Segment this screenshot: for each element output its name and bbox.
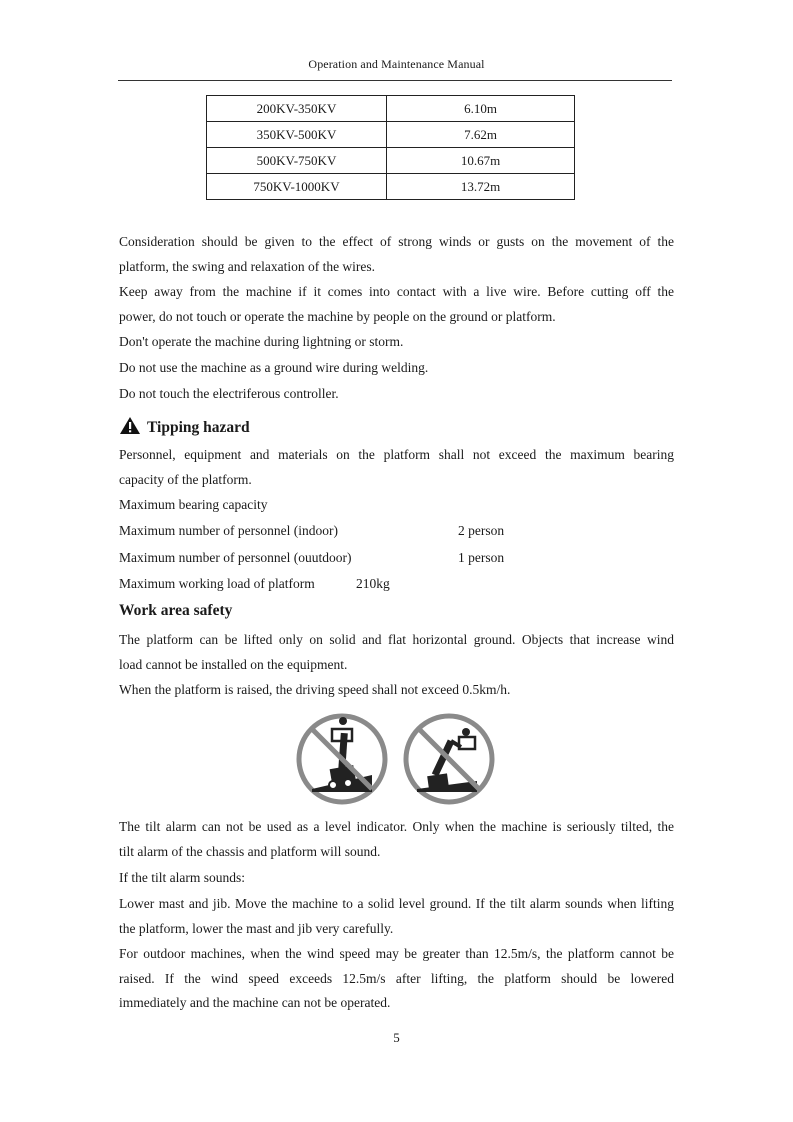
paragraph-line: Keep away from the machine if it comes into contact with a live wire. Before cutting off the	[119, 284, 674, 299]
distance-cell: 10.67m	[387, 148, 575, 174]
driving-speed-paragraph: When the platform is raised, the driving speed shall not exceed 0.5km/h.	[119, 682, 511, 697]
lightning-paragraph: Don't operate the machine during lightning or storm.	[119, 334, 404, 349]
heading-text: Tipping hazard	[147, 419, 250, 436]
paragraph-line: The tilt alarm can not be used as a level indicator. Only when the machine is seriously tilted, the	[119, 819, 674, 834]
table-row	[207, 148, 575, 174]
paragraph-line: Lower mast and jib. Move the machine to a solid level ground. If the tilt alarm sounds when lifting	[119, 896, 674, 911]
paragraph-line: Consideration should be given to the effect of strong winds or gusts on the movement of the	[119, 234, 674, 249]
paragraph-line: raised. If the wind speed exceeds 12.5m/s after lifting, the platform should be lowered	[119, 970, 674, 986]
paragraph-line: the platform, lower the mast and jib very carefully.	[119, 920, 394, 936]
wind-speed-paragraph	[119, 942, 674, 1016]
tipping-paragraph	[119, 443, 674, 492]
prohibition-figures	[296, 713, 498, 805]
working-load-label: Maximum working load of platform	[119, 576, 315, 591]
tilt-alarm-paragraph	[119, 815, 674, 864]
welding-paragraph: Do not use the machine as a ground wire during welding.	[119, 360, 429, 375]
table-row	[207, 96, 575, 122]
working-load-value: 210kg	[356, 576, 390, 591]
live-wire-paragraph	[119, 280, 674, 329]
voltage-cell: 200KV-350KV	[207, 96, 387, 122]
distance-cell: 13.72m	[387, 174, 575, 200]
paragraph-line: Personnel, equipment and materials on the platform shall not exceed the maximum bearing	[119, 447, 674, 462]
distance-cell: 7.62m	[387, 122, 575, 148]
paragraph-line: capacity of the platform.	[119, 471, 252, 487]
paragraph-line: For outdoor machines, when the wind speed may be greater than 12.5m/s, the platform cannot be	[119, 946, 674, 961]
outdoor-personnel-label: Maximum number of personnel (ouutdoor)	[119, 550, 352, 565]
tipping-hazard-heading	[119, 416, 250, 440]
work-area-heading: Work area safety	[119, 602, 233, 619]
lower-mast-paragraph	[119, 892, 674, 941]
paragraph-line: immediately and the machine can not be operated.	[119, 995, 391, 1010]
capacity-label: Maximum bearing capacity	[119, 497, 268, 512]
distance-cell: 6.10m	[387, 96, 575, 122]
page-header: Operation and Maintenance Manual	[308, 57, 485, 71]
voltage-cell: 350KV-500KV	[207, 122, 387, 148]
voltage-cell: 500KV-750KV	[207, 148, 387, 174]
indoor-personnel-label: Maximum number of personnel (indoor)	[119, 523, 338, 538]
paragraph-line: power, do not touch or operate the machine by people on the ground or platform.	[119, 308, 556, 324]
paragraph-line: platform, the swing and relaxation of the wires.	[119, 258, 376, 274]
warning-triangle-icon	[119, 416, 141, 440]
paragraph-line: tilt alarm of the chassis and platform will sound.	[119, 843, 381, 859]
indoor-personnel-value: 2 person	[458, 523, 505, 538]
header-divider	[118, 80, 672, 81]
controller-paragraph: Do not touch the electriferous controller.	[119, 386, 339, 401]
wind-paragraph	[119, 230, 674, 279]
table-row	[207, 174, 575, 200]
ground-paragraph	[119, 628, 674, 677]
paragraph-line: load cannot be installed on the equipment.	[119, 656, 348, 672]
voltage-clearance-table	[206, 95, 575, 200]
page-number: 5	[393, 1030, 400, 1045]
tilt-alarm-sounds-paragraph: If the tilt alarm sounds:	[119, 870, 245, 885]
table-row	[207, 122, 575, 148]
outdoor-personnel-value: 1 person	[458, 550, 505, 565]
paragraph-line: The platform can be lifted only on solid and flat horizontal ground. Objects that increase wind	[119, 632, 674, 647]
no-tilt-operation-icon	[296, 713, 498, 805]
voltage-cell: 750KV-1000KV	[207, 174, 387, 200]
